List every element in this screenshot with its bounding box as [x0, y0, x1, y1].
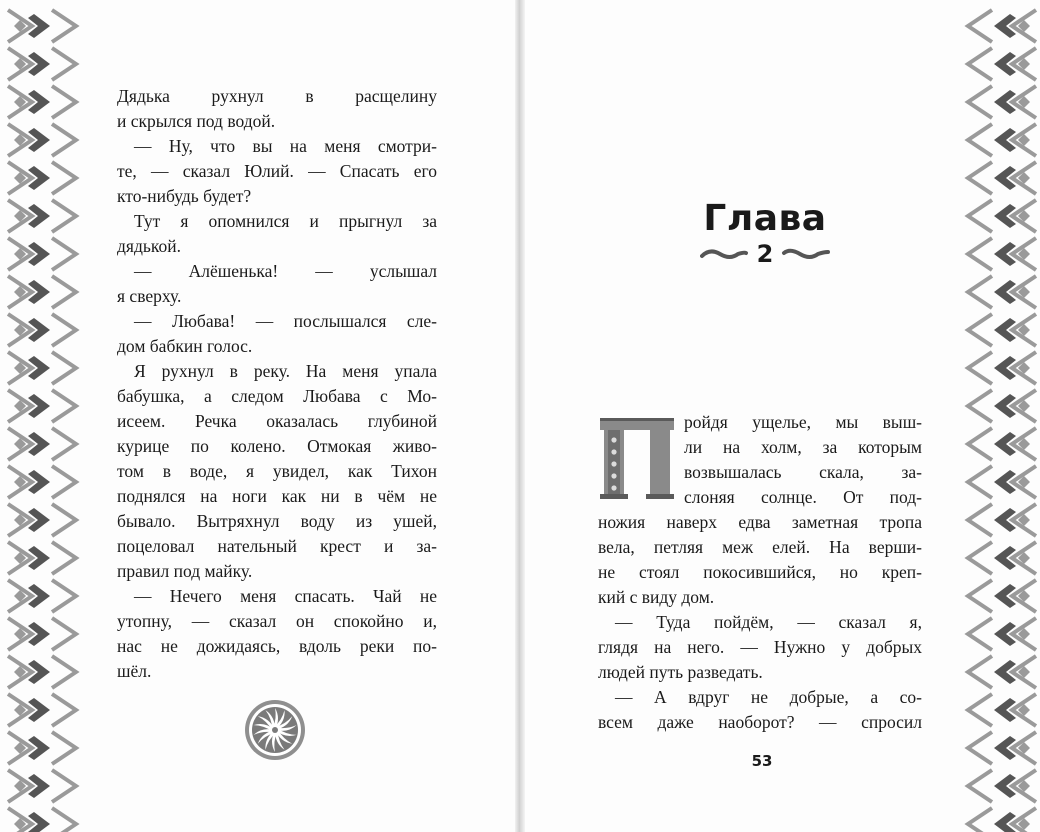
text-line: утопну, — сказал он спокойно и,	[117, 611, 437, 631]
swirl-emblem-icon	[243, 698, 307, 762]
chevron-ornament-icon	[8, 200, 76, 232]
chevron-ornament-icon	[8, 314, 76, 346]
book-gutter	[515, 0, 525, 832]
chevron-ornament-icon	[968, 162, 1036, 194]
chevron-ornament-icon	[8, 390, 76, 422]
text-line: Дядька рухнул в расщелину	[117, 86, 437, 106]
left-page-text	[117, 84, 437, 684]
text-line: не стоял покосившийся, но креп-	[598, 562, 922, 582]
text-line: исеем. Речка оказалась глубиной	[117, 411, 437, 431]
text-line: — Любава! — послышался сле-	[134, 311, 437, 331]
text-line: курице по колено. Отмокая живо-	[117, 436, 437, 456]
text-line: Тут я опомнился и прыгнул за	[134, 211, 437, 231]
chevron-ornament-icon	[968, 314, 1036, 346]
chevron-ornament-icon	[968, 48, 1036, 80]
chevron-ornament-icon	[968, 200, 1036, 232]
text-line: бабушка, а следом Любава с Мо-	[117, 386, 437, 406]
text-line: возвышалась скала, за-	[684, 462, 922, 482]
chevron-ornament-icon	[968, 352, 1036, 384]
chevron-ornament-icon	[8, 428, 76, 460]
text-line: ройдя ущелье, мы выш-	[684, 412, 922, 432]
text-line: том в воде, я увидел, как Тихон	[117, 461, 437, 481]
chapter-title: Глава	[703, 198, 827, 239]
chapter-number-ornament	[700, 240, 830, 270]
chevron-ornament-icon	[968, 580, 1036, 612]
text-line: кий с виду дом.	[598, 587, 715, 607]
text-line: — А вдруг не добрые, а со-	[615, 687, 922, 707]
chapter-number: 2	[756, 240, 774, 268]
right-ornament-border	[960, 0, 1040, 832]
text-line: Я рухнул в реку. На меня упала	[134, 361, 437, 381]
left-ornament-border	[4, 0, 84, 832]
chevron-ornament-icon	[8, 694, 76, 726]
chevron-ornament-icon	[8, 352, 76, 384]
chevron-ornament-icon	[8, 124, 76, 156]
chevron-ornament-icon	[968, 10, 1036, 42]
text-line: вела, петляя меж елей. На верши-	[598, 537, 922, 557]
chevron-ornament-icon	[8, 504, 76, 536]
text-line: правил под майку.	[117, 561, 253, 581]
chevron-ornament-icon	[968, 86, 1036, 118]
chevron-ornament-icon	[8, 238, 76, 270]
chevron-ornament-icon	[8, 48, 76, 80]
text-line: людей путь разведать.	[598, 662, 763, 682]
chevron-ornament-icon	[968, 504, 1036, 536]
text-line: всем даже наоборот? — спросил	[598, 712, 922, 732]
text-line: — Нечего меня спасать. Чай не	[134, 586, 437, 606]
chevron-ornament-icon	[8, 580, 76, 612]
chevron-ornament-icon	[968, 732, 1036, 764]
text-line: кто-нибудь будет?	[117, 186, 252, 206]
text-line: — Алёшенька! — услышал	[134, 261, 437, 281]
text-line: дом бабкин голос.	[117, 336, 253, 356]
page-number: 53	[751, 752, 773, 770]
chevron-ornament-icon	[8, 656, 76, 688]
chevron-ornament-icon	[968, 694, 1036, 726]
chevron-ornament-icon	[8, 770, 76, 802]
chevron-ornament-icon	[8, 162, 76, 194]
text-line: слоняя солнце. От под-	[684, 487, 922, 507]
text-line: — Ну, что вы на меня смотри-	[134, 136, 437, 156]
text-line: шёл.	[117, 661, 152, 681]
chevron-ornament-icon	[968, 238, 1036, 270]
chevron-ornament-icon	[8, 466, 76, 498]
text-line: дядькой.	[117, 236, 181, 256]
text-line: и скрылся под водой.	[117, 111, 276, 131]
text-line: поцеловал нательный крест и за-	[117, 536, 437, 556]
drop-cap-letter: П	[637, 498, 638, 499]
chevron-ornament-icon	[968, 618, 1036, 650]
chevron-ornament-icon	[8, 86, 76, 118]
chevron-ornament-icon	[8, 732, 76, 764]
chevron-ornament-icon	[8, 618, 76, 650]
chevron-ornament-icon	[968, 124, 1036, 156]
chevron-ornament-icon	[8, 808, 76, 832]
text-line: поднялся на ноги как ни в чём не	[117, 486, 437, 506]
chevron-ornament-icon	[8, 10, 76, 42]
chevron-ornament-icon	[968, 276, 1036, 308]
chevron-ornament-icon	[968, 656, 1036, 688]
text-line: ли на холм, за которым	[684, 437, 922, 457]
chevron-ornament-icon	[968, 770, 1036, 802]
chevron-ornament-icon	[968, 466, 1036, 498]
text-line: бывало. Вытряхнул воду из ушей,	[117, 511, 437, 531]
right-page-text	[598, 410, 922, 735]
text-line: — Туда пойдём, — сказал я,	[615, 612, 922, 632]
chevron-ornament-icon	[8, 542, 76, 574]
text-line: нас не дожидаясь, вдоль реки по-	[117, 636, 437, 656]
chevron-ornament-icon	[8, 276, 76, 308]
text-line: те, — сказал Юлий. — Спасать его	[117, 161, 437, 181]
chevron-ornament-icon	[968, 808, 1036, 832]
chevron-ornament-icon	[968, 542, 1036, 574]
text-line: я сверху.	[117, 286, 182, 306]
text-line: ножия наверх едва заметная тропа	[598, 512, 922, 532]
text-line: глядя на него. — Нужно у добрых	[598, 637, 922, 657]
chevron-ornament-icon	[968, 428, 1036, 460]
chevron-ornament-icon	[968, 390, 1036, 422]
